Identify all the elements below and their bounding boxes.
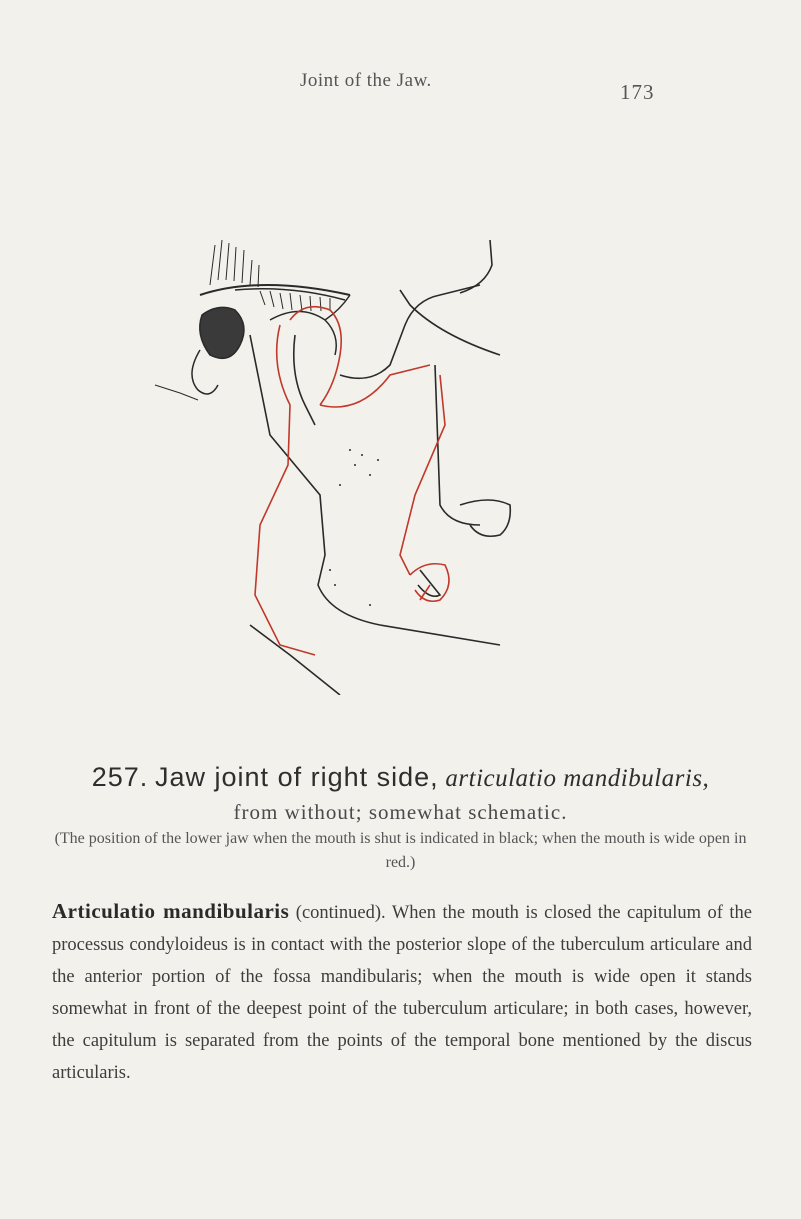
body-text: (continued). When the mouth is closed the capitulum of the processus condyloideus is in contact with the posterior slope of the tuberculum articulare and the anterior portion of the fossa mandibularis; when the mouth is wide open it stands somewhat in front of the deepest point of the tuberculum articulare; in both cases, however, the capitulum is separated from the points of the temporal bone mentioned by the discus articularis. <box>52 903 752 1083</box>
temporal-bone-hatching <box>200 240 350 311</box>
figure-subtitle: from without; somewhat schematic. <box>233 800 568 824</box>
figure-caption <box>0 760 801 825</box>
figure-number: 257. <box>91 762 149 792</box>
jaw-joint-illustration <box>140 225 540 695</box>
mandible-open-outline <box>255 307 449 655</box>
fossa-mandibularis <box>270 312 336 356</box>
body-lead-term: Articulatio mandibularis <box>52 899 290 923</box>
jaw-joint-figure <box>140 225 540 695</box>
figure-note: (The position of the lower jaw when the mouth is shut is indicated in black; when the mouth is wide open in red.) <box>54 830 747 871</box>
running-title: Joint of the Jaw. <box>300 70 432 91</box>
page-number: 173 <box>620 80 655 104</box>
body-paragraph <box>52 895 752 1089</box>
stipple-marks <box>329 449 379 606</box>
mastoid-process <box>200 307 244 358</box>
caption-line-1 <box>0 760 801 796</box>
figure-title: Jaw joint of right side, <box>155 762 439 792</box>
figure-latin-name: articulatio mandibularis, <box>445 765 710 792</box>
mandible-closed-outline <box>250 240 510 695</box>
